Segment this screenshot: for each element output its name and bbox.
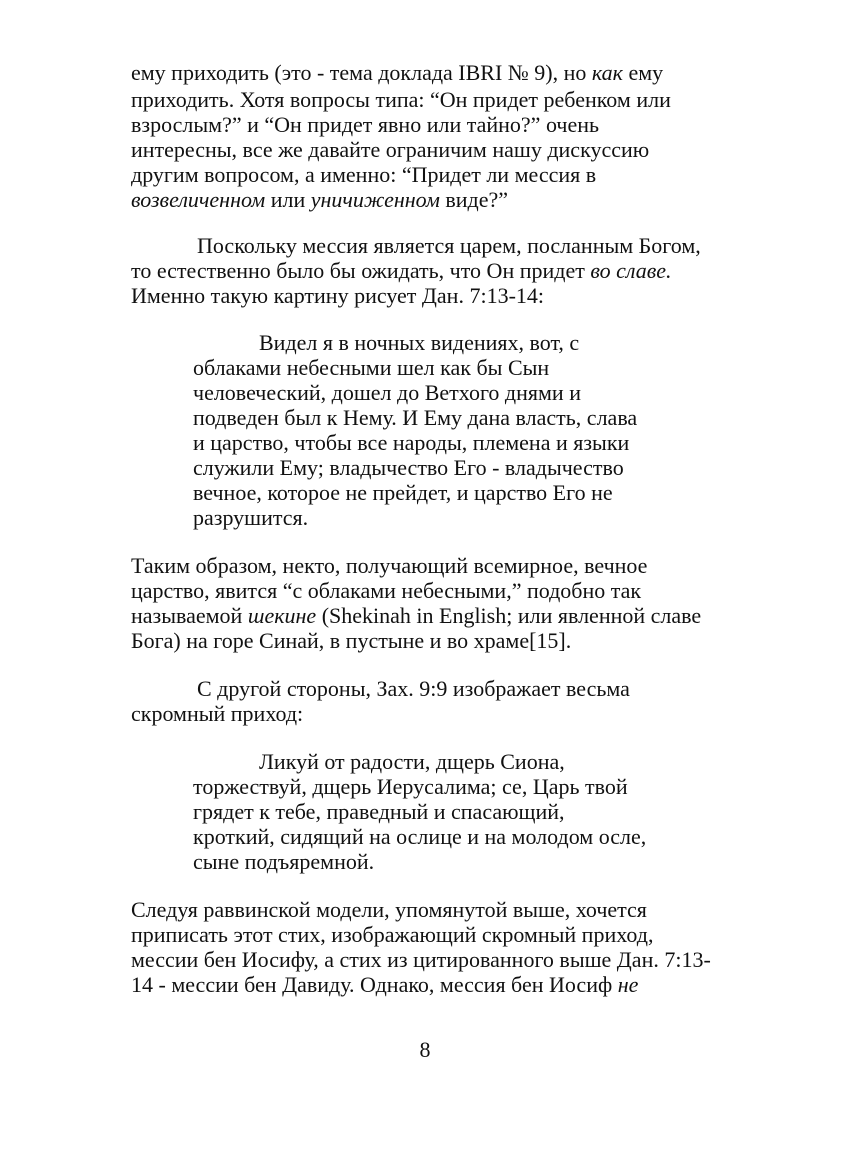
- quote-1-line-2: облаками небесными шел как бы Сын: [193, 355, 550, 380]
- quote-2-line-2: торжествуй, дщерь Иерусалима; се, Царь твой: [193, 774, 628, 799]
- paragraph-5-line-2: приписать этот стих, изображающий скромный приход,: [131, 922, 654, 947]
- italic-text: шекине: [247, 603, 317, 628]
- paragraph-1-line-5: другим вопросом, а именно: “Придет ли мессия в: [131, 162, 597, 187]
- paragraph-5-line-1: Следуя раввинской модели, упомянутой выше, хочется: [131, 897, 647, 922]
- paragraph-3-line-3: [131, 603, 701, 629]
- italic-text: как: [591, 60, 623, 85]
- quote-1-line-7: вечное, которое не прейдет, и царство Его не: [193, 480, 613, 505]
- paragraph-4-line-1: С другой стороны, Зах. 9:9 изображает весьма: [197, 676, 630, 701]
- quote-2-line-3: грядет к тебе, праведный и спасающий,: [193, 799, 565, 824]
- paragraph-5-line-4: [131, 972, 638, 998]
- italic-text: не: [617, 972, 639, 997]
- quote-1-line-1: Видел я в ночных видениях, вот, с: [259, 330, 580, 355]
- text-run: называемой: [131, 603, 248, 628]
- quote-2-line-1: Ликуй от радости, дщерь Сиона,: [259, 749, 565, 774]
- paragraph-2-line-1: Поскольку мессия является царем, посланным Богом,: [197, 233, 701, 258]
- text-run: ему: [622, 60, 664, 85]
- page-number: 8: [419, 1037, 431, 1062]
- paragraph-3-line-4: Бога) на горе Синай, в пустыне и во храме[15].: [131, 628, 572, 653]
- quote-1-line-5: и царство, чтобы все народы, племена и языки: [193, 430, 630, 455]
- paragraph-2-line-2: [131, 258, 672, 284]
- paragraph-2-line-3: Именно такую картину рисует Дан. 7:13-14:: [131, 283, 545, 308]
- quote-2-line-4: кроткий, сидящий на ослице и на молодом осле,: [193, 824, 647, 849]
- paragraph-1-line-1: [131, 60, 663, 86]
- quote-1-line-8: разрушится.: [193, 505, 309, 530]
- quote-1-line-6: служили Ему; владычество Его - владычество: [193, 455, 624, 480]
- paragraph-3-line-1: Таким образом, некто, получающий всемирное, вечное: [131, 553, 648, 578]
- quote-1-line-3: человеческий, дошел до Ветхого днями и: [193, 380, 581, 405]
- text-run: то естественно было бы ожидать, что Он придет: [131, 258, 591, 283]
- text-run: (Shekinah in English; или явленной славе: [316, 603, 702, 628]
- paragraph-1-line-6: [131, 187, 508, 213]
- paragraph-3-line-2: царство, явится “с облаками небесными,” подобно так: [131, 578, 642, 603]
- italic-text: возвеличенном: [131, 187, 266, 212]
- paragraph-1-line-3: взрослым?” и “Он придет явно или тайно?” очень: [131, 112, 600, 137]
- quote-2-line-5: сыне подъяремной.: [193, 849, 375, 874]
- paragraph-1-line-4: интересны, все же давайте ограничим нашу дискуссию: [131, 137, 650, 162]
- paragraph-5-line-3: мессии бен Иосифу, а стих из цитированного выше Дан. 7:13-: [131, 947, 711, 972]
- paragraph-1-line-2: приходить. Хотя вопросы типа: “Он придет ребенком или: [131, 87, 671, 112]
- text-run: 14 - мессии бен Давиду. Однако, мессия бен Иосиф: [131, 972, 618, 997]
- text-run: или: [265, 187, 311, 212]
- italic-text: во славе.: [590, 258, 672, 283]
- text-run: виде?”: [439, 187, 509, 212]
- quote-1-line-4: подведен был к Нему. И Ему дана власть, слава: [193, 405, 638, 430]
- paragraph-4-line-2: скромный приход:: [131, 701, 304, 726]
- italic-text: уничиженном: [310, 187, 440, 212]
- text-run: ему приходить (это - тема доклада IBRI № 9), но: [131, 60, 592, 85]
